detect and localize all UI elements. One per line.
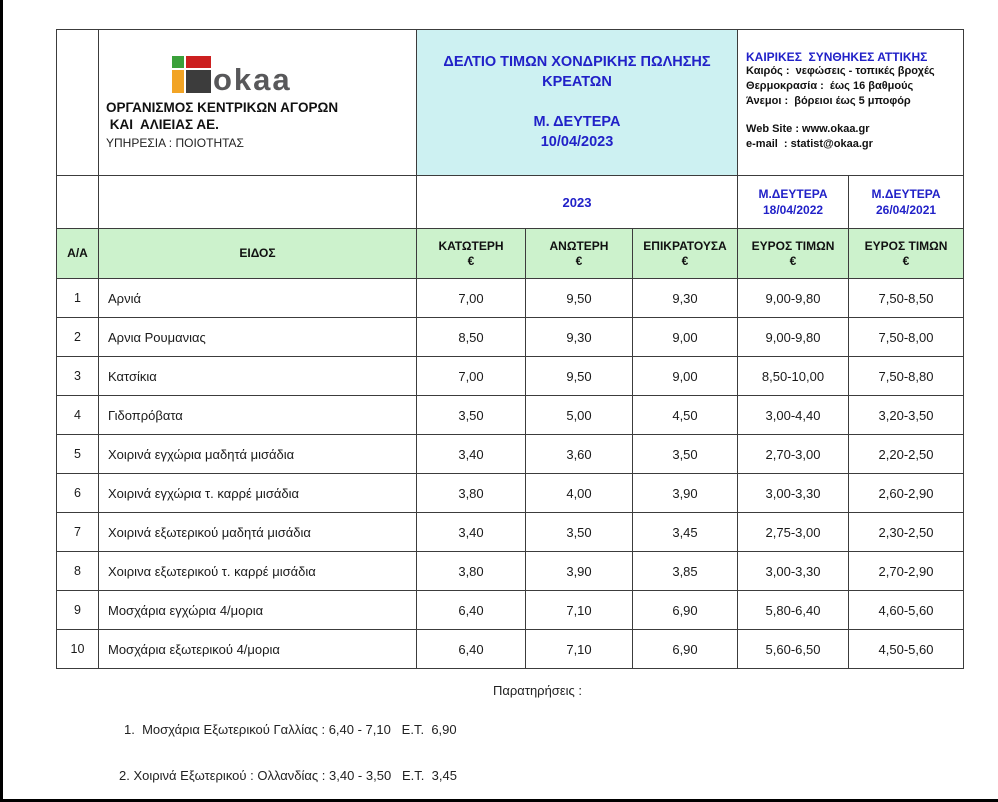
bulletin-date: 10/04/2023 bbox=[540, 134, 614, 150]
row-range-2021: 4,50-5,60 bbox=[849, 630, 964, 669]
weather-sky: Καιρός : νεφώσεις - τοπικές βροχές bbox=[746, 65, 935, 77]
col-header-dominant: ΕΠΙΚΡΑΤΟΥΣΑ € bbox=[633, 229, 738, 279]
ref-2022-date: 18/04/2022 bbox=[762, 203, 824, 217]
price-table bbox=[56, 29, 964, 669]
col-header-num: Α/Α bbox=[57, 229, 99, 279]
table-row bbox=[57, 279, 964, 318]
logo-square-dark bbox=[186, 70, 211, 93]
okaa-logo-squares-icon bbox=[172, 56, 211, 93]
row-number: 1 bbox=[57, 279, 99, 318]
table-row bbox=[57, 474, 964, 513]
row-species: Χοιρινά εγχώρια μαδητά μισάδια bbox=[99, 435, 417, 474]
table-row bbox=[57, 552, 964, 591]
remarks-label: Παρατηρήσεις : bbox=[493, 683, 583, 698]
row-dominant-price: 6,90 bbox=[633, 630, 738, 669]
column-header-row bbox=[57, 229, 964, 279]
row-low-price: 6,40 bbox=[417, 630, 526, 669]
row-species: Μοσχάρια εξωτερικού 4/μορια bbox=[99, 630, 417, 669]
table-row bbox=[57, 396, 964, 435]
row-low-price: 7,00 bbox=[417, 357, 526, 396]
row-species: Χοιρινα εξωτερικού τ. καρρέ μισάδια bbox=[99, 552, 417, 591]
row-low-price: 3,80 bbox=[417, 552, 526, 591]
row-dominant-price: 4,50 bbox=[633, 396, 738, 435]
row-range-2021: 2,30-2,50 bbox=[849, 513, 964, 552]
remark-note-2: 2. Χοιρινά Εξωτερικού : Ολλανδίας : 3,40 - 3,50 Ε.Τ. 3,45 bbox=[119, 768, 457, 783]
col-header-species: ΕΙΔΟΣ bbox=[99, 229, 417, 279]
weather-email: e-mail : statist@okaa.gr bbox=[746, 138, 873, 150]
ref-2021-date: 26/04/2021 bbox=[875, 203, 937, 217]
row-low-price: 3,40 bbox=[417, 513, 526, 552]
row-low-price: 8,50 bbox=[417, 318, 526, 357]
row-low-price: 3,40 bbox=[417, 435, 526, 474]
row-high-price: 9,50 bbox=[526, 279, 633, 318]
row-high-price: 7,10 bbox=[526, 591, 633, 630]
row-number: 4 bbox=[57, 396, 99, 435]
col-header-range-2021: ΕΥΡΟΣ ΤΙΜΩΝ € bbox=[849, 229, 964, 279]
row-high-price: 9,50 bbox=[526, 357, 633, 396]
row-range-2022: 2,75-3,00 bbox=[738, 513, 849, 552]
scan-edge-left bbox=[0, 0, 3, 802]
row-low-price: 3,50 bbox=[417, 396, 526, 435]
row-number: 8 bbox=[57, 552, 99, 591]
organization-cell bbox=[99, 30, 417, 176]
ref-2021-day: Μ.ΔΕΥΤΕΡΑ bbox=[871, 187, 941, 201]
row-range-2021: 4,60-5,60 bbox=[849, 591, 964, 630]
service-line: ΥΠΗΡΕΣΙΑ : ΠΟΙΟΤΗΤΑΣ bbox=[106, 136, 244, 150]
row-species: Αρνιά bbox=[99, 279, 417, 318]
row-range-2021: 7,50-8,50 bbox=[849, 279, 964, 318]
remark-note-1: 1. Μοσχάρια Εξωτερικού Γαλλίας : 6,40 - 7,10 Ε.Τ. 6,90 bbox=[124, 722, 457, 737]
row-dominant-price: 6,90 bbox=[633, 591, 738, 630]
row-range-2022: 3,00-4,40 bbox=[738, 396, 849, 435]
row-low-price: 6,40 bbox=[417, 591, 526, 630]
row-range-2022: 9,00-9,80 bbox=[738, 318, 849, 357]
weather-wind: Άνεμοι : βόρειοι έως 5 μποφόρ bbox=[746, 95, 911, 107]
row-range-2022: 3,00-3,30 bbox=[738, 474, 849, 513]
row-dominant-price: 9,30 bbox=[633, 279, 738, 318]
row-number: 2 bbox=[57, 318, 99, 357]
row-number: 3 bbox=[57, 357, 99, 396]
year-band-empty-num bbox=[57, 176, 99, 229]
row-range-2021: 7,50-8,00 bbox=[849, 318, 964, 357]
row-dominant-price: 3,45 bbox=[633, 513, 738, 552]
table-row bbox=[57, 513, 964, 552]
table-row bbox=[57, 630, 964, 669]
row-species: Μοσχάρια εγχώρια 4/μορια bbox=[99, 591, 417, 630]
row-range-2021: 7,50-8,80 bbox=[849, 357, 964, 396]
row-low-price: 7,00 bbox=[417, 279, 526, 318]
row-range-2022: 2,70-3,00 bbox=[738, 435, 849, 474]
table-row bbox=[57, 357, 964, 396]
row-dominant-price: 3,50 bbox=[633, 435, 738, 474]
col-header-high: ΑΝΩΤΕΡΗ € bbox=[526, 229, 633, 279]
org-name-line2: ΚΑΙ ΑΛΙΕΙΑΣ ΑΕ. bbox=[106, 117, 219, 132]
bulletin-title-line2: ΚΡΕΑΤΩΝ bbox=[542, 74, 612, 90]
year-band-empty-species bbox=[99, 176, 417, 229]
bulletin-title-cell bbox=[417, 30, 738, 176]
row-high-price: 4,00 bbox=[526, 474, 633, 513]
header-empty-cell bbox=[57, 30, 99, 176]
row-dominant-price: 9,00 bbox=[633, 357, 738, 396]
row-species: Αρνια Ρουμανιας bbox=[99, 318, 417, 357]
row-number: 7 bbox=[57, 513, 99, 552]
bulletin-title-line1: ΔΕΛΤΙΟ ΤΙΜΩΝ ΧΟΝΔΡΙΚΗΣ ΠΩΛΗΣΗΣ bbox=[443, 54, 711, 70]
row-dominant-price: 3,85 bbox=[633, 552, 738, 591]
logo-square-orange bbox=[172, 70, 184, 93]
logo-square-green bbox=[172, 56, 184, 68]
row-dominant-price: 9,00 bbox=[633, 318, 738, 357]
row-range-2022: 9,00-9,80 bbox=[738, 279, 849, 318]
row-range-2021: 3,20-3,50 bbox=[849, 396, 964, 435]
logo-square-red bbox=[186, 56, 211, 68]
row-high-price: 7,10 bbox=[526, 630, 633, 669]
header-band-row bbox=[57, 30, 964, 176]
row-number: 9 bbox=[57, 591, 99, 630]
row-dominant-price: 3,90 bbox=[633, 474, 738, 513]
weather-temperature: Θερμοκρασία : έως 16 βαθμούς bbox=[746, 80, 914, 92]
col-header-range-2022: ΕΥΡΟΣ ΤΙΜΩΝ € bbox=[738, 229, 849, 279]
row-species: Χοιρινά εξωτερικού μαδητά μισάδια bbox=[99, 513, 417, 552]
row-low-price: 3,80 bbox=[417, 474, 526, 513]
weather-cell bbox=[738, 30, 964, 176]
row-species: Κατσίκια bbox=[99, 357, 417, 396]
row-range-2022: 8,50-10,00 bbox=[738, 357, 849, 396]
row-range-2022: 3,00-3,30 bbox=[738, 552, 849, 591]
logo-wordmark: okaa bbox=[213, 62, 292, 97]
year-band-row bbox=[57, 176, 964, 229]
row-number: 10 bbox=[57, 630, 99, 669]
row-high-price: 9,30 bbox=[526, 318, 633, 357]
row-high-price: 3,50 bbox=[526, 513, 633, 552]
table-row bbox=[57, 435, 964, 474]
org-name-line1: ΟΡΓΑΝΙΣΜΟΣ ΚΕΝΤΡΙΚΩΝ ΑΓΟΡΩΝ bbox=[106, 100, 339, 115]
ref-column-2022 bbox=[738, 176, 849, 229]
row-range-2021: 2,60-2,90 bbox=[849, 474, 964, 513]
bulletin-day: Μ. ΔΕΥΤΕΡΑ bbox=[533, 114, 621, 130]
row-high-price: 3,90 bbox=[526, 552, 633, 591]
ref-column-2021 bbox=[849, 176, 964, 229]
row-species: Χοιρινά εγχώρια τ. καρρέ μισάδια bbox=[99, 474, 417, 513]
row-range-2022: 5,60-6,50 bbox=[738, 630, 849, 669]
row-number: 5 bbox=[57, 435, 99, 474]
row-high-price: 3,60 bbox=[526, 435, 633, 474]
row-high-price: 5,00 bbox=[526, 396, 633, 435]
ref-2022-day: Μ.ΔΕΥΤΕΡΑ bbox=[758, 187, 828, 201]
table-row bbox=[57, 318, 964, 357]
col-header-low: ΚΑΤΩΤΕΡΗ € bbox=[417, 229, 526, 279]
weather-title: ΚΑΙΡΙΚΕΣ ΣΥΝΘΗΚΕΣ ΑΤΤΙΚΗΣ bbox=[746, 50, 928, 64]
row-range-2021: 2,70-2,90 bbox=[849, 552, 964, 591]
row-number: 6 bbox=[57, 474, 99, 513]
row-range-2022: 5,80-6,40 bbox=[738, 591, 849, 630]
table-row bbox=[57, 591, 964, 630]
okaa-logo bbox=[172, 56, 416, 97]
weather-website: Web Site : www.okaa.gr bbox=[746, 123, 870, 135]
row-range-2021: 2,20-2,50 bbox=[849, 435, 964, 474]
year-label: 2023 bbox=[417, 176, 738, 229]
row-species: Γιδοπρόβατα bbox=[99, 396, 417, 435]
